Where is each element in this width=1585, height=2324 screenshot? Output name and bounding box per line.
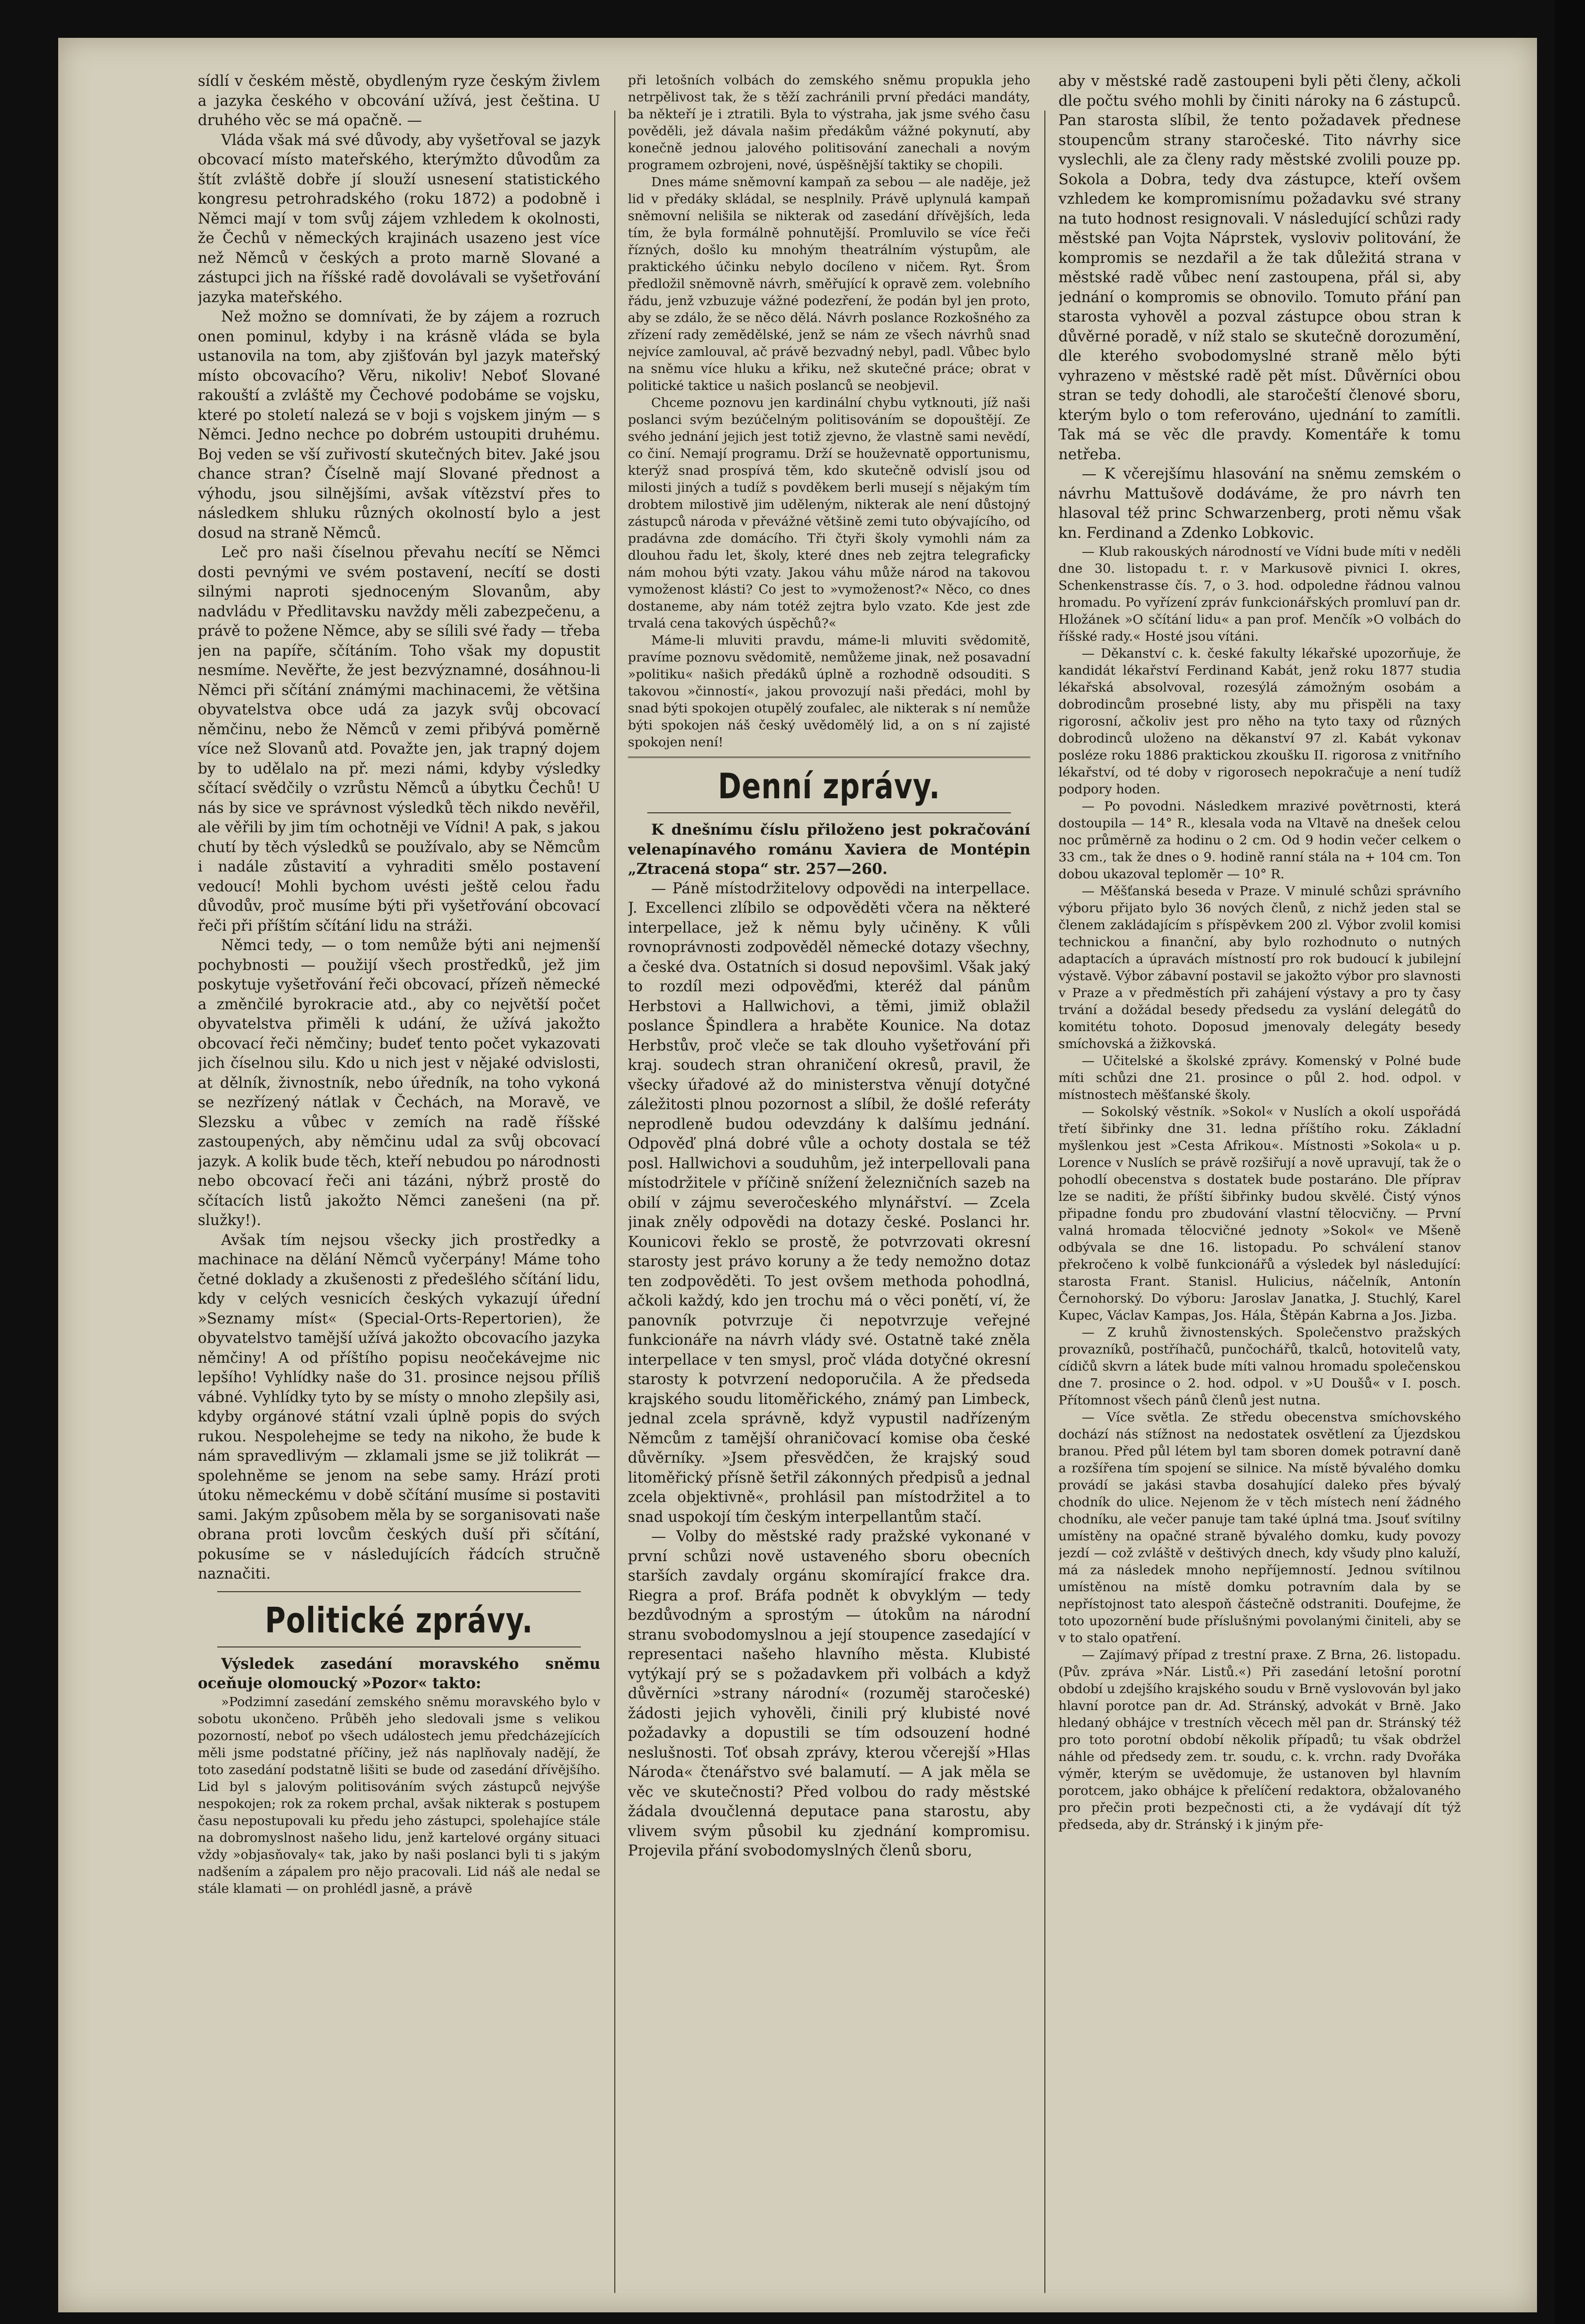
column-middle xyxy=(628,72,1030,2293)
news-item: — Více světla. Ze středu obecenstva smíchovského dochází nás stížnost na nedostatek osvětlení za Újezdskou branou. Před půl létem byl tam sboren domek potravní daně a rozšířena tím spojení se silnice. Na místě bývalého domku provádí se jakási stavba dosahující daleko přes bývalý chodník do ulice. Nejenom že v těch místech není žádného chodníku, ale večer panuje tam také úplná tma. Jsouť svítilny umístěny na opačné straně bývalého domku, kudy povozy jezdí — což zvláště v deštivých dnech, kdy všudy plno kaluží, má za následek mnoho nepříjemností. Jednou svítilnou umístěnou na místě domku potravním dala by se nepřístojnost tato alespoň částečně odstraniti. Doufejme, že toto upozornění bude příslušnými povolanými činiteli, aby se v to stalo opatření. xyxy=(1058,1410,1461,1646)
paragraph: Leč pro naši číselnou převahu necítí se Němci dosti pevnými ve svém postavení, necítí se dosti silnými naproti sjednoceným Slovanům, aby nadvládu v Předlitavsku navždy měli zabezpečenu, a právě to požene Němce, aby se sílili své řady — třeba jen na papíře, sčítáním. Toho však my dopustit nesmíme. Nevěřte, že jest bezvýznamné, dosáhnou-li Němci při sčítání známými machinacemi, že většina obyvatelstva obce udá za jazyk svůj obcovací němčinu, nebo že Němců v zemi přibývá poměrně více než Slovanů atd. Považte jen, jak trapný dojem by to udělalo na př. mezi námi, kdyby výsledky sčítací svědčily o vzrůstu Němců a úbytku Čechů! U nás by sice ve správnost výsledků těch nikdo nevěřil, ale věřili by jim tím ochotněji ve Vídni! A pak, s jakou chutí by těch výsledků se používalo, aby se Němcům i nadále zůstavití a vyhraditi smělo postavení vedoucí! Mohli bychom uvésti ještě celou řadu důvodův, proč musíme býti při vyšetřování obcovací řeči při příštím sčítání lidu na stráži. xyxy=(198,544,600,935)
column-rule xyxy=(614,111,615,2293)
divider xyxy=(217,1646,581,1647)
news-item: — Klub rakouských národností ve Vídni bude míti v neděli dne 30. listopadu t. r. v Markusově pivnici I. okres, Schenkenstrasse čís. 7, o 3. hod. odpoledne řádnou valnou hromadu. Po vyřízení zpráv funkcionářských promluví pan dr. Hložánek »O sčítání lidu« a pan prof. Menčík »O volbách do říšské rady.« Hosté jsou vítáni. xyxy=(1058,544,1461,644)
news-item: aby v městské radě zastoupeni byli pěti členy, ačkoli dle počtu svého mohli by činiti nároky na 6 zástupců. Pan starosta slíbil, že tento požadavek přednese stoupencům strany staročeské. Tito návrhy sice vyslechli, ale za členy rady městské zvolili pouze pp. Sokola a Dobra, tedy dva zástupce, kteří ovšem vzhledem ke kompromisnímu požadavku své strany na tuto hodnost resignovali. V následující schůzi rady městské pan Vojta Náprstek, vysloviv politování, že kompromis se nezdařil a že tak důležitá strana v městské radě vůbec není zastoupena, přál si, aby jednání o kompromis se obnovilo. Tomuto přání pan starosta vyhověl a pozval zástupce obou stran k důvěrné poradě, v níž stalo se skutečně dorozumění, dle kterého svobodomyslné straně mělo býti vyhrazeno v městské radě pět míst. Důvěrníci obou stran se tedy dohodli, ale staročeští členové sboru, kterým bylo o tom referováno, ujednání to zamítli. Tak má se věc dle pravdy. Komentáře k tomu netřeba. xyxy=(1058,73,1461,463)
quoted-paragraph: Dnes máme sněmovní kampaň za sebou — ale naděje, jež lid v předáky skládal, se nesplnily. Právě uplynulá kampaň sněmovní nelišila se nikterak od zasedání dřívějších, leda tím, že byla formálně pohnutější. Promluvilo se více řeči řízných, došlo ku mnohým theatrálním výstupům, ale praktického účinku nebylo docíleno v ničem. Ryt. Šrom předložil sněmovně návrh, směřující k opravě zem. volebního řádu, jenž vzbuzuje vážné podezření, že podán byl jen proto, aby se zdálo, že se něco dělá. Návrh poslance Rozkošného za zřízení rady zemědělské, jenž se nám ze všech návrhů snad nejvíce zamlouval, ač právě bezvadný nebyl, padl. Vůbec bylo na sněmu více hluku a křiku, než skutečné práce; obrat v politické taktice u našich poslanců se neobjevil. xyxy=(628,175,1030,393)
column-right xyxy=(1058,72,1461,2293)
news-item: — Měšťanská beseda v Praze. V minulé schůzi správního výboru přijato bylo 36 nových členů, z nichž jeden stal se členem zakládajícím s příspěvkem 200 zl. Výbor zvolil komisi technickou a finanční, aby bylo rozhodnuto o nutných adaptacích a úpravách místností pro rok budoucí k jubilejní výstavě. Výbor zábavní postavil se jakožto výbor pro slavnosti v Praze a v předměstích při zahájení výstavy a pro ty časy trvání a dožádal besedy předsedu za vyslání delegátů do komitétu tohoto. Doposud jmenovaly delegáty besedy smíchovská a žižkovská. xyxy=(1058,884,1461,1051)
paragraph: Avšak tím nejsou všecky jich prostředky a machinace na dělání Němců vyčerpány! Máme toho četné doklady a zkušenosti z předešlého sčítání lidu, kdy v celých vesnicích českých vykazují úřední »Seznamy míst« (Special-Orts-Repertorien), že obyvatelstvo tamější užívá jakožto obcovacího jazyka němčiny! A od příštího popisu neočekávejme nic lepšího! Vyhlídky naše do 31. prosince nejsou příliš vábné. Vyhlídky tyto by se místy o mnoho zlepšily asi, kdyby orgánové státní vzali úplně popis do svých rukou. Nespolehejme se tedy na nikoho, že bude k nám spravedlivým — zklamali jsme se již tolikrát — spolehněme se jenom na sebe samy. Hrází proti útoku německému v době sčítání musíme si postaviti sami. Jakým způsobem měla by se sorganisovati naše obrana proti lovcům českých duší při sčítání, pokusíme se v následujících řádcích stručně naznačiti. xyxy=(198,1231,600,1582)
paragraph: Než možno se domnívati, že by zájem a rozruch onen pominul, kdyby i na krásně vláda se byla ustanovila na tom, aby zjišťován byl jazyk mateřský místo obcovacího? Věru, nikoliv! Neboť Slované rakouští a zvláště my Čechové podobáme se vojsku, které po století nalezá se v boji s vojskem jiným — s Němci. Jedno nechce po dobrém ustoupiti druhému. Boj veden se vší zuřivostí skutečných bitev. Jaké jsou chance stran? Číselně mají Slované přednost a výhodu, jsou silnějšími, avšak vítězství přes to následkem shluku různých okolností bylo a jest dosud na straně Němců. xyxy=(198,308,600,542)
news-item: — Z kruhů živnostenských. Společenstvo pražských provazníků, postříhačů, punčochářů, tkalců, hotovitelů vaty, cídičů skvrn a látek bude míti valnou hromadu společenskou dne 7. prosince o 2. hod. odpol. v »U Doušů« v I. posch. Přítomnost všech pánů členů jest nutna. xyxy=(1058,1325,1461,1408)
section-title-denni-zpravy: Denní zprávy. xyxy=(718,765,941,807)
section-title-politicke-zpravy: Politické zprávy. xyxy=(265,1599,533,1641)
news-item: — Učitelské a školské zprávy. Komenský v Polné bude míti schůzi dne 21. prosince o půl 2. hod. odpol. v místnostech měšťanské školy. xyxy=(1058,1053,1461,1102)
divider xyxy=(628,757,1030,758)
newspaper-page xyxy=(58,38,1537,2312)
news-item: — Sokolský věstník. »Sokol« v Nuslích a okolí uspořádá třetí šibřinky dne 31. ledna příštího roku. Základní myšlenkou jest »Cesta Afrikou«. Místnosti »Sokola« u p. Lorence v Nuslích se právě rozšiřují a nově upravují, tak že o pohodlí obecenstva s dostatek bude postaráno. Dle příprav lze se naditi, že příští šibřinky budou skvělé. Čistý výnos připadne fondu pro zbudování vlastní tělocvičny. — První valná hromada tělocvičné jednoty »Sokol« ve Mšeně odbývala se dne 16. listopadu. Po schválení stanov překročeno k volbě funkcionářů a výsledek byl následující: starosta Frant. Stanisl. Hulicius, náčelník, Antonín Černohorský. Do výboru: Jaroslav Janatka, J. Stuchlý, Karel Kupec, Václav Kampas, Jos. Hála, Štěpán Kabrna a Jos. Jizba. xyxy=(1058,1104,1461,1323)
news-item: — K včerejšímu hlasování na sněmu zemském o návrhu Mattušově dodáváme, že pro návrh ten hlasoval též princ Schwarzenberg, proti němu však kn. Ferdinand a Zdenko Lobkovic. xyxy=(1058,466,1461,542)
announcement: K dnešnímu číslu přiloženo jest pokračování velenapínavého románu Xaviera de Montépin „Ztracená stopa“ str. 257—260. xyxy=(628,821,1030,878)
news-item: — Po povodni. Následkem mrazivé povětrnosti, která dostoupila — 14° R., klesala voda na Vltavě na dnešek celou noc průměrně za hodinu o 2 cm. Od 9 hodin večer celkem o 33 cm., tak že dnes o 9. hodině ranní stála na + 104 cm. Ton dobou ukazoval teploměr — 10° R. xyxy=(1058,799,1461,882)
divider xyxy=(647,812,1011,813)
paragraph: Němci tedy, — o tom nemůže býti ani nejmenší pochybnosti — použijí všech prostředků, jež jim poskytuje vyšetřování řeči obcovací, přízeň německé a změnčilé byrokracie atd., aby co největší počet obyvatelstva přiměli k udání, že užívá jakožto obcovací řeči němčiny; budeť tento počet vykazovati jich číselnou silu. Kdo u nich jest v nějaké odvislosti, at dělník, živnostník, nebo úředník, na toho vykoná se nezřízený nátlak v Čechách, na Moravě, ve Slezsku a vůbec v zemích na radě říšské zastoupených, aby němčinu udal za svůj obcovací jazyk. A kolik bude těch, kteří nebudou po národnosti nebo obcovací řeči ani tázáni, nýbrž prostě do sčítacích listů jakožto Němci zanešeni (na př. služky!). xyxy=(198,937,600,1229)
divider xyxy=(217,1591,581,1592)
quoted-paragraph: Máme-li mluviti pravdu, máme-li mluviti svědomitě, pravíme poznovu svědomitě, nemůžeme jinak, než posavadní »politiku« našich předáků úplně a rozhodně odsouditi. S takovou »činností«, jakou provozují naši předáci, mohl by snad býti spokojen otupělý zoufalec, ale nikterak s ní nemůže býti spokojen náš český uvědomělý lid, a on s ní zajisté spokojen není! xyxy=(628,633,1030,750)
news-item: — Volby do městské rady pražské vykonané v první schůzi nově ustaveného sboru obecních starších zavdaly orgánu skomírající frakce dra. Riegra a prof. Bráfa podnět k obvyklým — tedy bezdůvodným a sprostým — útokům na národní stranu svobodomyslnou a její stoupence zasedající v representaci našeho hlavního města. Klubisté vytýkají prý se s požadavkem při volbách a když důvěrníci »strany národní« (rozuměj staročeské) žádosti jejich vyhověli, činili prý klubisté nové požadavky a dopustili se tím odsouzení hodné neslušnosti. Toť obsah zprávy, kterou včerejší »Hlas Národa« čtenářstvo své balamutí. — A jak měla se věc ve skutečnosti? Před volbou do rady městské žádala dvoučlenná deputace pana starostu, aby vlivem svým působil ku zjednání kompromisu. Projevila přání svobodomyslných členů sboru, xyxy=(628,1528,1030,1859)
quoted-paragraph: Chceme poznovu jen kardinální chybu vytknouti, jíž naši poslanci svým bezúčelným politisováním se dopouštějí. Ze svého jednání jejich jest totiž zjevno, že vlastně sami nevědí, co činí. Nemají programu. Drží se houževnatě opportunismu, kterýž snad prospívá těm, kdo skutečně odvislí jsou od milosti jiných a tudíž s povděkem berli musejí s nějakým tím drobtem milostivě jim uděleným, nikterak ale není důstojný zástupců národa v převážné většině zemi tuto obývajícího, od pradávna zde domácího. Tři čtyři školy vymohli nám za dlouhou řadu let, školy, které dnes neb zejtra telegraficky nám mohou býti vzaty. Jakou váhu může národ na takovou vymoženost klásti? Co jest to »vymoženost?« Něco, co dnes dostaneme, aby nám totéž zejtra bylo vzato. Kde jest zde trvalá cena takových úspěchů?« xyxy=(628,395,1030,631)
column-left xyxy=(198,72,600,2293)
news-item: — Děkanství c. k. české fakulty lékařské upozorňuje, že kandidát lékařství Ferdinand Kabát, jenž roku 1877 studia lékařská absolvoval, rozesýlá zámožným osobám a dobrodincům prosebné listy, aby mu přispěli na taxy rigorosní, ačkoliv jest pro něho na tyto taxy od různých dobrodinců uloženo na děkanství 97 zl. Kabát vykonav posléze roku 1886 praktickou zkoušku II. rigorosa z vnitřního lékařství, od té doby v rigorosech nepokračuje a není tudíž podpory hoden. xyxy=(1058,646,1461,797)
news-item: — Páně místodržitelovy odpovědi na interpellace. J. Excellenci zlíbilo se odpověděti včera na některé interpellace, jež k němu byly učiněny. K vůli rovnoprávnosti zodpověděl německé dotazy všechny, a české dva. Ostatních si dosud nepovšiml. Však jaký to rozdíl mezi odpověďmi, kteréž dal pánům Herbstovi a Hallwichovi, a těmi, jimiž oblažil poslance Špindlera a hraběte Kounice. Na dotaz Herbstův, proč vleče se tak dlouho vyšetřování při kraj. soudech stran ohraničení okresů, pravil, že všecky úřadové až do ministerstva věnují dotyčné záležitosti plnou pozornost a slíbil, že došlé referáty neprodleně budou odevzdány k dalšímu jednání. Odpověď plná dobré vůle a ochoty dostala se též posl. Hallwichovi a souduhům, jež interpellovali pana místodržitele v příčině snížení železničních sazeb na obilí v zájmu severočeského mlynářství. — Zcela jinak zněly odpovědi na dotazy české. Poslanci hr. Kounicovi řeklo se prostě, že potvrzovati okresní starosty jest právo koruny a že tedy nemožno dotaz ten zodpověděti. To jest ovšem methoda pohodlná, ačkoli každý, kdo jen trochu má o věci ponětí, ví, že panovník potvrzuje či nepotvrzuje veřejné funkcionáře na návrh vlády své. Ostatně také zněla interpellace v ten smysl, proč vláda dotyčné okresní starosty k potvrzení nedoporučila. A že předseda krajského soudu litoměřického, známý pan Limbeck, jednal zcela správně, když vypustil nadřízeným Němcům z tamější ohraničovací komise oba české důvěrníky. »Jsem přesvědčen, že krajský soud litoměřický přísně šetřil zákonných předpisů a jednal zcela objektivně«, prohlásil pan místodržitel a to snad uspokojí tím českým interpellantům stačí. xyxy=(628,880,1030,1526)
paragraph: sídlí v českém městě, obydleným ryze českým živlem a jazyka českého v obcování užívá, jest čeština. U druhého věc se má opačně. — xyxy=(198,73,600,129)
article-lead: Výsledek zasedání moravského sněmu oceňuje olomoucký »Pozor« takto: xyxy=(198,1655,600,1692)
quoted-paragraph: při letošních volbách do zemského sněmu propukla jeho netrpělivost tak, že s těží zachránili první předáci mandáty, ba někteří je i ztratili. Byla to výstraha, jak jsme svého času pověděli, jež dávala našim předákům vážné pokynutí, aby konečně jednou jalového politisování zanechali a novým programem ozbrojeni, nové, úspěšnější taktiky se chopili. xyxy=(628,73,1030,173)
scan-edge xyxy=(1555,0,1585,2324)
quoted-paragraph: »Podzimní zasedání zemského sněmu moravského bylo v sobotu ukončeno. Průběh jeho sledovali jsme s velikou pozorností, neboť po všech událostech jemu předcházejících měli jsme podstatné příčiny, jež nás naplňovaly nadějí, že toto zasedání podstatně lišiti se bude od zasedání dřívějšího. Lid byl s jalovým politisováním svých zástupců nejvýše nespokojen; rok za rokem prchal, avšak nikterak s postupem času nepostupovali ku předu jeho zástupci, spolehajíce stále na dobromyslnost našeho lidu, jenž kartelové orgány situaci vždy »objasňovaly« tak, jako by naši poslanci byli ti s jakým nadšením a zápalem pro nějo pracovali. Lid náš ale nedal se stále klamati — on prohlédl jasně, a právě xyxy=(198,1694,600,1896)
column-rule xyxy=(1044,111,1045,2293)
news-item: — Zajímavý případ z trestní praxe. Z Brna, 26. listopadu. (Pův. zpráva »Nár. Listů.«) Při zasedání letošní porotní období u zdejšího krajského soudu v Brně vyslovován byl jako hlavní porotce pan dr. Ad. Stránský, advokát v Brně. Jako hledaný obhájce v trestních věcech měl pan dr. Stránský též pro toto porotní období několik případů; tu však obdržel náhle od předsedy zem. tr. soudu, c. k. vrchn. rady Dvořáka výměr, kterým se uvědomuje, že ustanoven byl hlavním porotcem, jako obhájce k přelíčení redaktora, obžalovaného pro přečin proti bezpečnosti cti, a že vydávají dít týž předseda, aby dr. Stránský i k jiným pře- xyxy=(1058,1647,1461,1832)
paragraph: Vláda však má své důvody, aby vyšetřoval se jazyk obcovací místo mateřského, kterýmžto důvodům za štít zvláště dobře jí slouží usnesení statistického kongresu petrohradského (roku 1872) a podobně i Němci mají v tom svůj zájem vzhledem k okolnosti, že Čechů v německých krajinách usazeno jest více než Němců v českých a proto marně Slované a zástupci jich na říšské radě dovolávali se vyšetřování jazyka mateřského. xyxy=(198,131,600,306)
